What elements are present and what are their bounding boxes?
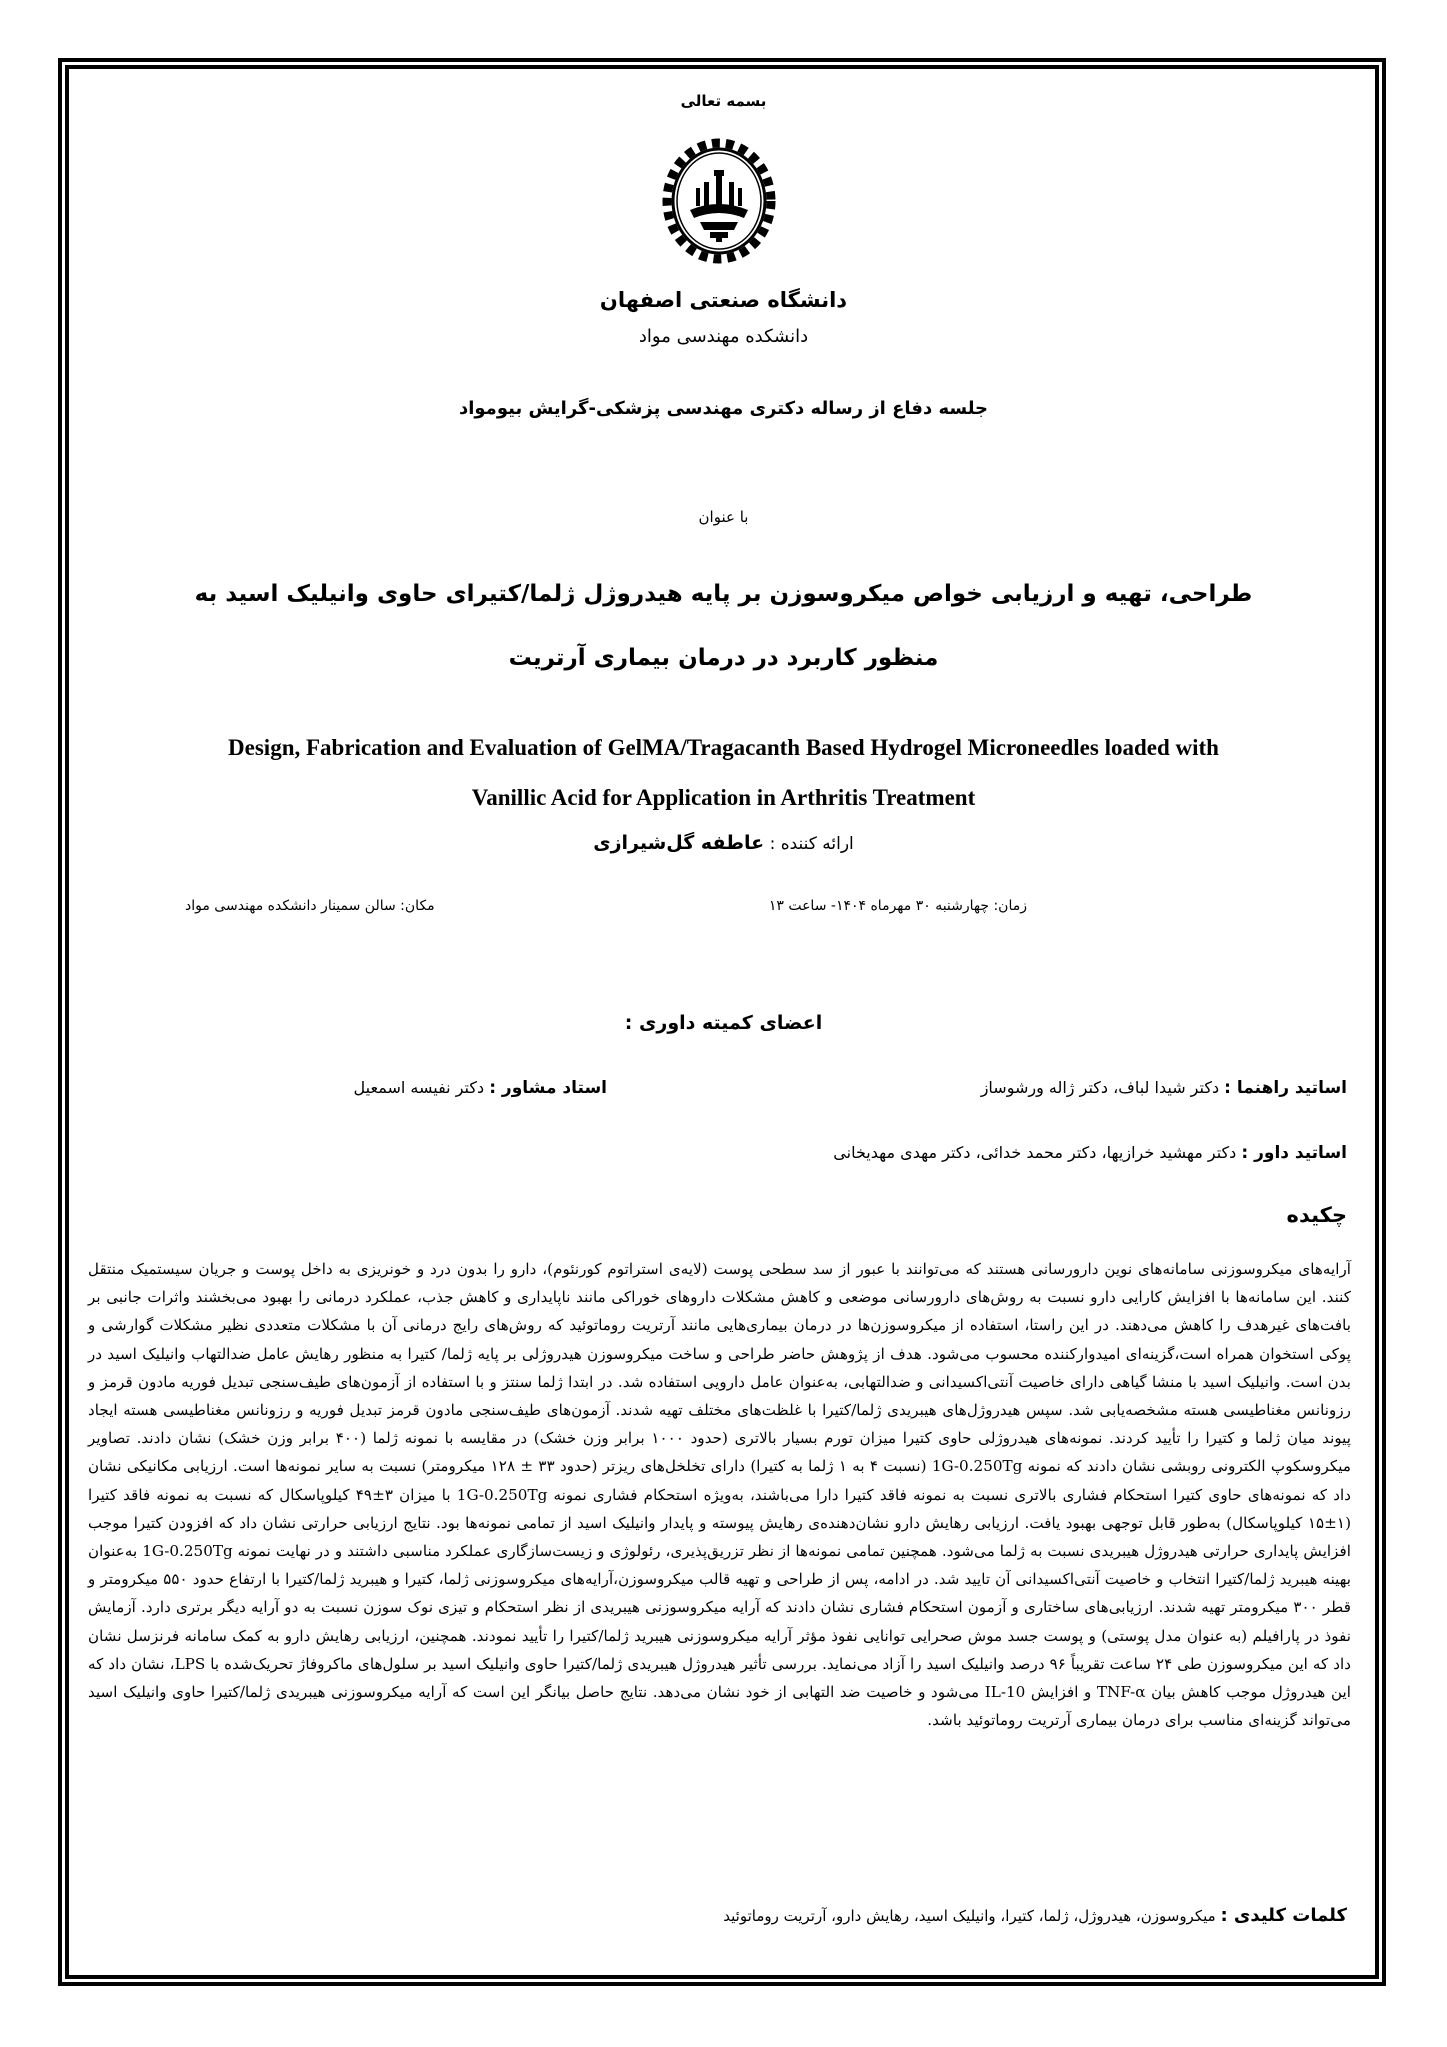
abstract-heading: چکیده [1286,1203,1347,1227]
university-name: دانشگاه صنعتی اصفهان [599,288,848,312]
event-time: زمان: چهارشنبه ۳۰ مهرماه ۱۴۰۴- ساعت ۱۳ [768,898,1027,914]
committee-heading: اعضای کمیته داوری : [624,1012,823,1034]
referees-row [833,1143,1347,1163]
gear-seal-icon [660,138,778,264]
presenter-name: عاطفه گل‌شیرازی [593,832,765,854]
bismillah-header: بسمه تعالی [680,92,767,110]
thesis-title-english: Design, Fabrication and Evaluation of GelMA/Tragacanth Based Hydrogel Microneedles loaded with Vanillic Acid for Application in Arthritis Treatment [228,735,1219,810]
presenter [0,832,1447,854]
defense-session-title: جلسه دفاع از رساله دکتری مهندسی پزشکی-گرایش بیومواد [458,398,989,419]
keywords-row [723,1905,1347,1926]
consultant-label: استاد مشاور : [489,1078,607,1098]
event-place: مکان: سالن سمینار دانشکده مهندسی مواد [185,898,435,914]
with-title-label: با عنوان [698,508,749,526]
advisors-label: اساتید راهنما : [1224,1078,1347,1098]
consultant-row [354,1078,607,1098]
faculty-name: دانشکده مهندسی مواد [638,326,809,347]
advisors-row [981,1078,1347,1098]
consultant-name: دکتر نفیسه اسمعیل [353,1078,485,1097]
advisors-names: دکتر شیدا لباف، دکتر ژاله ورشوساز [980,1078,1220,1097]
referees-names: دکتر مهشید خرازیها، دکتر محمد خدائی، دکتر مهدی مهدیخانی [833,1143,1237,1162]
abstract-body: آرایه‌های میکروسوزنی سامانه‌های نوین دارورسانی هستند که می‌توانند با عبور از سد سطحی پوست (لایه‌ی استراتوم کورنئوم)، دارو را بدون درد و خونریزی به داخل پوست و جریان سیستمیک منتقل کنند. این سامانه‌ها با افزایش کارایی دارو نسبت به روش‌های دارورسانی موضعی و کاهش مشکلات داروهای خوراکی مانند ناپایداری و کاهش جذب، عملکرد درمانی را بهبود می‌بخشند واثرات جانبی بر بافت‌های غیرهدف را کاهش می‌دهند. در این راستا، استفاده از میکروسوزن‌ها در درمان بیماری‌هایی مانند آرتریت روماتوئید که روش‌های رایج درمانی آن با مشکلات متعددی نظیر مشکلات گوارشی و پوکی استخوان همراه است،گزینه‌ای امیدوارکننده محسوب می‌شود. هدف از پژوهش حاضر طراحی و ساخت میکروسوزن هیدروژلی بر پایه ژلما/ کتیرا به منظور رهایش عامل ضدالتهاب وانیلیک اسید در بدن است. وانیلیک اسید با منشا گیاهی دارای خاصیت آنتی‌اکسیدانی و ضدالتهابی، به‌عنوان عامل دارویی استفاده شد. در ابتدا ژلما سنتز و با استفاده از آزمون‌های طیف‌سنجی تبدیل فوریه مادون قرمز و رزونانس مغناطیسی هسته مشخصه‌یابی شد. سپس هیدروژل‌های هیبریدی ژلما/کتیرا با غلظت‌های مختلف تهیه شدند. آزمون‌های طیف‌سنجی مادون قرمز تبدیل فوریه و رزونانس مغناطیسی هسته ایجاد پیوند میان ژلما و کتیرا را تأیید کردند. نمونه‌های هیدروژلی حاوی کتیرا میزان تورم بسیار بالاتری (حدود ۱۰۰۰ برابر وزن خشک) در مقایسه با نمونه ژلما (۴۰۰ برابر وزن خشک) نشان دادند. تصاویر میکروسکوپ الکترونی روبشی نشان دادند که نمونه 1G-0.250Tg (نسبت ۴ به ۱ ژلما به کتیرا) دارای تخلخل‌های ریزتر (حدود ۳۳ ± ۱۲۸ میکرومتر) نسبت به سایر نمونه‌ها است. ارزیابی مکانیکی نشان داد که نمونه‌های حاوی کتیرا استحکام فشاری بالاتری نسبت به نمونه فاقد کتیرا دارا می‌باشند، به‌ویژه استحکام فشاری نمونه 1G-0.250Tg با میزان ۳±۴۹ کیلوپاسکال که نسبت به نمونه فاقد کتیرا (۱±۱۵ کیلوپاسکال) به‌طور قابل توجهی بهبود یافت. ارزیابی رهایش دارو نشان‌دهنده‌ی رهایش پیوسته و پایدار وانیلیک اسید از تمامی نمونه‌ها بود. نتایج ارزیابی حرارتی نشان داد که افزودن کتیرا موجب افزایش پایداری حرارتی هیدروژل هیبریدی نسبت به ژلما می‌شود. همچنین تمامی نمونه‌ها از نظر تزریق‌پذیری، رئولوژی و زیست‌سازگاری عملکرد مناسبی داشتند و در نهایت نمونه 1G-0.250Tg به‌عنوان بهینه هیبرید ژلما/کتیرا انتخاب و خاصیت آنتی‌اکسیدانی آن تایید شد. در ادامه، پس از طراحی و تهیه قالب میکروسوزن،آرایه‌های میکروسوزنی ژلما، کتیرا و هیبرید ژلما/کتیرا با ارتفاع حدود ۵۵۰ میکرومتر و قطر ۳۰۰ میکرومتر تهیه شدند. ارزیابی‌های ساختاری و آزمون استحکام فشاری نشان دادند که آرایه میکروسوزنی هیبریدی از نظر استحکام و تیزی نوک سوزن نسبت به دو آرایه دیگر برتری دارد. آزمایش نفوذ در پارافیلم (به عنوان مدل پوستی) و پوست جسد موش صحرایی توانایی نفوذ مؤثر آرایه میکروسوزنی هیبرید ژلما/کتیرا را تأیید نمودند. همچنین، ارزیابی رهایش دارو به کمک سامانه فرنزسل نشان داد که این میکروسوزن طی ۲۴ ساعت تقریباً ۹۶ درصد وانیلیک اسید را آزاد می‌نماید. بررسی تأثیر هیدروژل هیبریدی ژلما/کتیرا حاوی وانیلیک اسید بر سلول‌های ماکروفاژ تحریک‌شده با LPS، نشان داد که این هیدروژل موجب کاهش بیان TNF-α و افزایش IL-10 می‌شود و خاصیت ضد التهابی از خود نشان می‌دهد. نتایج حاصل بیانگر این است که آرایه میکروسوزنی هیبریدی ژلما/کتیرا حاوی وانیلیک اسید می‌تواند گزینه‌ای مناسب برای درمان بیماری آرتریت روماتوئید باشد. [88,1260,1352,1730]
keywords-list: میکروسوزن، هیدروژل، ژلما، کتیرا، وانیلیک اسید، رهایش دارو، آرتریت روماتوئید [723,1907,1216,1925]
keywords-label: کلمات کلیدی : [1220,1905,1347,1926]
presenter-label: ارائه کننده : [769,834,854,854]
university-logo [660,138,778,264]
referees-label: اساتید داور : [1241,1143,1347,1163]
thesis-title-persian: طراحی، تهیه و ارزیابی خواص میکروسوزن بر پایه هیدروژل ژلما/کتیرای حاوی وانیلیک اسید به منظور کاربرد در درمان بیماری آرتریت [194,581,1253,671]
